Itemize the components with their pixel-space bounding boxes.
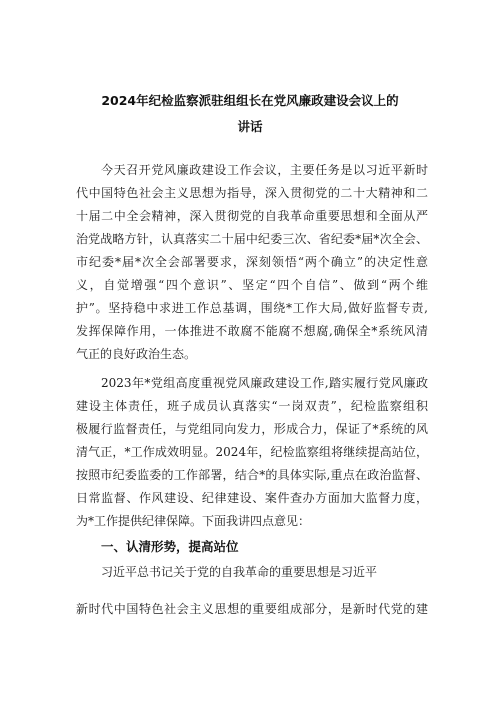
- paragraph-1-line-9: 气正的良好政治生态。: [76, 347, 197, 361]
- section-heading-1: 一、认清形势，提高站位: [101, 539, 239, 554]
- paragraph-1-line-3: 十届二中全会精神，深入贯彻党的自我革命重要思想和全面从严: [76, 209, 428, 223]
- paragraph-2-line-6: 日常监督、作风建设、纪律建设、案件查办方面加大监督力度，: [76, 491, 428, 505]
- paragraph-2-line-5: 按照市纪委监委的工作部署，结合*的具体实际,重点在政治监督、: [76, 468, 428, 482]
- paragraph-1-line-8: 发挥保障作用，一体推进不敢腐不能腐不想腐,确保全*系统风清: [76, 324, 428, 338]
- document-title-line-2: 讲话: [237, 119, 263, 134]
- paragraph-2-line-1: 2023年*党组高度重视党风廉政建设工作,踏实履行党风廉政: [101, 376, 428, 390]
- paragraph-1-line-2: 代中国特色社会主义思想为指导，深入贯彻党的二十大精神和二: [76, 186, 428, 200]
- paragraph-3-line-1: 习近平总书记关于党的自我革命的重要思想是习近平: [101, 565, 378, 579]
- paragraph-2-line-2: 建设主体责任，班子成员认真落实“一岗双责”，纪检监察组积: [76, 399, 428, 413]
- document-title-line-1: 2024年纪检监察派驻组组长在党风廉政建设会议上的: [101, 93, 399, 108]
- paragraph-2-line-7: 为*工作提供纪律保障。下面我讲四点意见：: [76, 514, 311, 528]
- paragraph-1-line-6: 义，自觉增强“四个意识”、坚定“四个自信”、做到“两个维: [76, 278, 428, 292]
- paragraph-1-line-4: 治党战略方针，认真落实二十届中纪委三次、省纪委*届*次全会、: [76, 232, 428, 246]
- paragraph-2-line-4: 清气正，*工作成效明显。2024年，纪检监察组将继续提高站位，: [76, 445, 428, 459]
- paragraph-3-line-2: 新时代中国特色社会主义思想的重要组成部分，是新时代党的建: [76, 602, 428, 616]
- paragraph-1-line-1: 今天召开党风廉政建设工作会议，主要任务是以习近平新时: [101, 163, 428, 177]
- paragraph-1-line-5: 市纪委*届*次全会部署要求，深刻领悟“两个确立”的决定性意: [76, 255, 428, 269]
- paragraph-1-line-7: 护”。坚持稳中求进工作总基调，围绕*工作大局,做好监督专责,: [76, 301, 428, 315]
- paragraph-2-line-3: 极履行监督责任，与党组同向发力，形成合力，保证了*系统的风: [76, 422, 428, 436]
